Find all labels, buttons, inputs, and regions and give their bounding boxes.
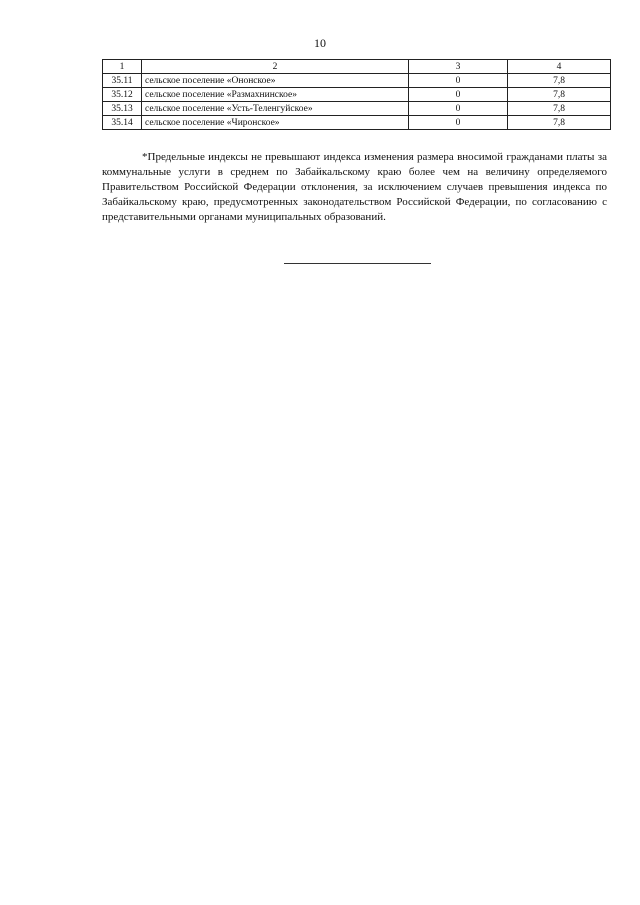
- settlement-name: сельское поселение «Усть-Теленгуйское»: [142, 102, 409, 116]
- row-value-col3: 0: [409, 116, 508, 130]
- table-row: [103, 116, 611, 130]
- row-number: 35.14: [103, 116, 142, 130]
- row-number: 35.13: [103, 102, 142, 116]
- table-row: [103, 74, 611, 88]
- row-value-col3: 0: [409, 102, 508, 116]
- end-divider: [284, 263, 431, 264]
- row-number: 35.12: [103, 88, 142, 102]
- header-col-4: 4: [508, 60, 611, 74]
- footnote-text: *Предельные индексы не превышают индекса изменения размера вносимой гражданами платы за коммунальные услуги в среднем по Забайкальскому краю более чем на величину определяемого Правительством Российской Федерации отклонения, за исключением случаев превышения индекса по Забайкальскому краю, предусмотренных законодательством Российской Федерации, по согласованию с представительными органами муниципальных образований.: [102, 151, 607, 223]
- row-number: 35.11: [103, 74, 142, 88]
- row-value-col4: 7,8: [508, 102, 611, 116]
- row-value-col3: 0: [409, 74, 508, 88]
- row-value-col4: 7,8: [508, 74, 611, 88]
- row-value-col4: 7,8: [508, 116, 611, 130]
- header-col-1: 1: [103, 60, 142, 74]
- table-row: [103, 102, 611, 116]
- row-value-col4: 7,8: [508, 88, 611, 102]
- settlement-name: сельское поселение «Ононское»: [142, 74, 409, 88]
- header-col-2: 2: [142, 60, 409, 74]
- settlement-name: сельское поселение «Размахнинское»: [142, 88, 409, 102]
- index-table: [102, 59, 611, 130]
- table-row: [103, 88, 611, 102]
- page-number: 10: [314, 36, 326, 50]
- settlement-name: сельское поселение «Чиронское»: [142, 116, 409, 130]
- header-col-3: 3: [409, 60, 508, 74]
- table-header-row: [103, 60, 611, 74]
- row-value-col3: 0: [409, 88, 508, 102]
